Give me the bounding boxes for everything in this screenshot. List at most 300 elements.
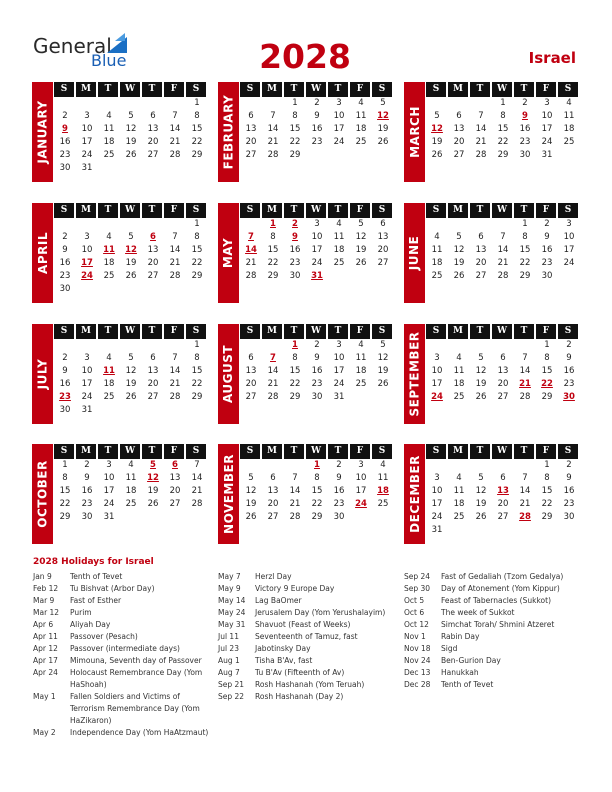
day-cell <box>164 511 186 524</box>
weekday-label: S <box>372 82 392 97</box>
day-cell: 31 <box>541 150 553 160</box>
month-september <box>404 324 576 424</box>
month-october <box>32 444 204 544</box>
day-cell <box>426 97 448 110</box>
holiday-day-cell: 9 <box>292 232 298 242</box>
day-cell <box>262 339 284 352</box>
day-cell: 3 <box>84 353 90 363</box>
day-cell: 23 <box>563 379 575 389</box>
holiday-date: Jul 23 <box>218 644 239 653</box>
day-cell: 19 <box>125 379 137 389</box>
day-cell: 2 <box>566 340 572 350</box>
week-row <box>240 110 394 123</box>
day-cell <box>54 218 76 231</box>
day-cell: 27 <box>147 392 159 402</box>
country-name: Israel <box>528 49 576 67</box>
day-cell: 16 <box>541 245 553 255</box>
month-april <box>32 203 204 303</box>
day-cell: 9 <box>544 232 550 242</box>
month-name: MAY <box>221 237 236 269</box>
weekday-label: F <box>164 324 184 339</box>
day-cell: 25 <box>355 137 367 147</box>
day-cell: 28 <box>497 271 509 281</box>
day-cell <box>514 459 536 472</box>
day-cell: 28 <box>191 499 203 509</box>
day-cell: 2 <box>336 460 342 470</box>
day-cell: 4 <box>434 232 440 242</box>
week-row <box>54 339 208 352</box>
weekday-header <box>240 203 394 218</box>
holiday-name: Feast of Tabernacles (Sukkot) <box>441 596 551 605</box>
day-cell: 20 <box>497 379 509 389</box>
day-cell: 3 <box>544 98 550 108</box>
day-cell <box>372 149 394 162</box>
weekday-label: T <box>284 324 304 339</box>
holiday-date: May 31 <box>218 620 246 629</box>
weekday-label: T <box>142 324 162 339</box>
week-row <box>426 524 580 537</box>
day-cell: 8 <box>292 111 298 121</box>
weekday-label: S <box>372 203 392 218</box>
day-cell <box>350 149 372 162</box>
holiday-name: The week of Sukkot <box>441 608 515 617</box>
weekday-label: W <box>306 324 326 339</box>
holiday-name: Herzl Day <box>255 572 292 581</box>
holiday-day-cell: 11 <box>103 366 115 376</box>
holiday-name: Tisha B'Av, fast <box>255 656 313 665</box>
day-cell <box>492 524 514 537</box>
holiday-day-cell: 30 <box>563 392 575 402</box>
day-cell: 5 <box>248 473 254 483</box>
day-cell: 3 <box>434 353 440 363</box>
holiday-name: Rosh Hashanah (Day 2) <box>255 692 344 701</box>
day-cell: 23 <box>311 379 323 389</box>
day-cell <box>164 404 186 417</box>
holiday-name: Jabotinsky Day <box>255 644 311 653</box>
day-cell: 31 <box>81 405 93 415</box>
day-cell: 26 <box>125 271 137 281</box>
month-name: APRIL <box>35 232 50 274</box>
day-cell: 7 <box>172 232 178 242</box>
day-cell <box>448 459 470 472</box>
weekday-label: T <box>470 203 490 218</box>
day-cell: 21 <box>245 258 257 268</box>
day-cell: 13 <box>147 366 159 376</box>
day-cell <box>262 459 284 472</box>
holiday-day-cell: 11 <box>103 245 115 255</box>
holiday-name: Jerusalem Day (Yom Yerushalayim) <box>255 608 386 617</box>
day-cell: 1 <box>194 219 200 229</box>
day-cell: 15 <box>59 486 71 496</box>
day-cell: 15 <box>541 486 553 496</box>
day-cell <box>350 270 372 283</box>
holiday-column <box>218 571 398 703</box>
holiday-day-cell: 23 <box>59 392 71 402</box>
day-cell: 7 <box>172 353 178 363</box>
month-name: JULY <box>35 358 50 390</box>
logo-general-text: General <box>33 34 112 58</box>
week-row <box>240 485 394 498</box>
day-cell <box>372 391 394 404</box>
weekday-label: F <box>536 444 556 459</box>
day-cell: 12 <box>125 366 137 376</box>
weekday-label: M <box>76 203 96 218</box>
holiday-date: Nov 1 <box>404 632 426 641</box>
holiday-item <box>33 655 213 667</box>
weekday-label: T <box>142 203 162 218</box>
holiday-name: Simchat Torah/ Shmini Atzeret <box>441 620 555 629</box>
day-cell: 25 <box>103 392 115 402</box>
weekday-label: W <box>492 203 512 218</box>
day-cell: 24 <box>81 392 93 402</box>
holiday-date: Apr 6 <box>33 620 54 629</box>
day-cell: 12 <box>475 366 487 376</box>
holiday-item <box>33 583 213 595</box>
day-cell: 10 <box>333 111 345 121</box>
day-cell: 26 <box>125 150 137 160</box>
week-row <box>426 339 580 352</box>
week-row <box>240 511 394 524</box>
weekday-label: M <box>448 82 468 97</box>
day-cell: 28 <box>267 150 279 160</box>
holiday-day-cell: 18 <box>377 486 389 496</box>
day-cell <box>76 97 98 110</box>
month-grid <box>426 444 580 537</box>
day-cell: 5 <box>380 340 386 350</box>
day-cell: 21 <box>169 379 181 389</box>
day-cell: 4 <box>106 353 112 363</box>
day-cell: 4 <box>106 232 112 242</box>
day-cell <box>54 97 76 110</box>
day-cell: 1 <box>62 460 68 470</box>
weekday-label: S <box>426 444 446 459</box>
day-cell: 2 <box>62 353 68 363</box>
weekday-label: T <box>514 82 534 97</box>
holiday-day-cell: 28 <box>519 512 531 522</box>
day-cell: 29 <box>519 271 531 281</box>
week-row <box>54 283 208 296</box>
day-cell: 26 <box>475 512 487 522</box>
week-row <box>426 498 580 511</box>
weekday-header <box>54 444 208 459</box>
weekday-label: T <box>328 444 348 459</box>
month-name: NOVEMBER <box>221 454 236 534</box>
weekday-label: F <box>536 82 556 97</box>
weekday-label: S <box>558 444 578 459</box>
day-cell: 6 <box>500 353 506 363</box>
holiday-item <box>404 679 582 691</box>
day-cell: 10 <box>563 232 575 242</box>
week-row <box>426 365 580 378</box>
day-cell: 22 <box>311 499 323 509</box>
day-cell: 20 <box>245 379 257 389</box>
weekday-header <box>240 444 394 459</box>
day-cell: 2 <box>84 460 90 470</box>
month-grid <box>54 444 208 524</box>
weekday-label: T <box>98 203 118 218</box>
month-grid <box>54 82 208 175</box>
day-cell: 20 <box>147 137 159 147</box>
holiday-item <box>33 607 213 619</box>
week-row <box>426 472 580 485</box>
day-cell: 21 <box>169 258 181 268</box>
day-cell <box>120 218 142 231</box>
day-cell <box>514 524 536 537</box>
weekday-label: W <box>492 444 512 459</box>
day-cell: 25 <box>377 499 389 509</box>
day-cell <box>284 459 306 472</box>
day-cell: 18 <box>103 258 115 268</box>
day-cell: 26 <box>355 258 367 268</box>
day-cell: 30 <box>59 405 71 415</box>
day-cell: 31 <box>431 525 443 535</box>
day-cell: 25 <box>125 499 137 509</box>
day-cell: 16 <box>311 366 323 376</box>
weekday-label: M <box>448 444 468 459</box>
month-label <box>32 324 53 424</box>
week-row <box>54 511 208 524</box>
day-cell <box>328 270 350 283</box>
holiday-name: Purim <box>70 608 92 617</box>
weekday-label: W <box>492 324 512 339</box>
weekday-label: F <box>350 82 370 97</box>
holiday-day-cell: 24 <box>355 499 367 509</box>
day-cell: 10 <box>333 353 345 363</box>
holiday-day-cell: 31 <box>311 271 323 281</box>
week-row <box>54 498 208 511</box>
day-cell: 17 <box>81 137 93 147</box>
day-cell <box>558 270 580 283</box>
month-name: FEBRUARY <box>221 94 236 170</box>
day-cell: 6 <box>500 473 506 483</box>
holiday-item <box>33 631 213 643</box>
day-cell: 27 <box>169 499 181 509</box>
day-cell: 4 <box>358 340 364 350</box>
day-cell: 26 <box>475 392 487 402</box>
day-cell <box>120 97 142 110</box>
day-cell: 14 <box>267 366 279 376</box>
day-cell: 22 <box>59 499 71 509</box>
day-cell: 1 <box>194 98 200 108</box>
day-cell: 17 <box>103 486 115 496</box>
weekday-label: W <box>120 203 140 218</box>
day-cell: 17 <box>333 124 345 134</box>
day-cell <box>492 459 514 472</box>
holiday-item <box>404 607 582 619</box>
day-cell: 25 <box>103 150 115 160</box>
day-cell: 24 <box>333 137 345 147</box>
month-label <box>218 82 239 182</box>
day-cell: 27 <box>147 150 159 160</box>
day-cell: 11 <box>125 473 137 483</box>
day-cell: 24 <box>541 137 553 147</box>
day-cell: 3 <box>336 340 342 350</box>
day-cell: 14 <box>169 245 181 255</box>
day-cell: 10 <box>81 245 93 255</box>
week-row <box>240 391 394 404</box>
day-cell: 15 <box>191 366 203 376</box>
day-cell: 28 <box>289 512 301 522</box>
holiday-item <box>33 595 213 607</box>
day-cell <box>240 97 262 110</box>
month-name: JUNE <box>407 235 422 271</box>
day-cell: 22 <box>267 258 279 268</box>
month-name: AUGUST <box>221 344 236 404</box>
day-cell: 8 <box>292 353 298 363</box>
day-cell: 17 <box>311 245 323 255</box>
day-cell: 24 <box>311 258 323 268</box>
holiday-date: Jan 9 <box>33 572 52 581</box>
day-cell <box>372 511 394 524</box>
day-cell <box>142 404 164 417</box>
day-cell: 16 <box>519 124 531 134</box>
month-grid <box>240 82 394 162</box>
holiday-day-cell: 12 <box>125 245 137 255</box>
day-cell: 10 <box>103 473 115 483</box>
day-cell: 14 <box>191 473 203 483</box>
holiday-item <box>218 667 398 679</box>
month-january <box>32 82 204 182</box>
day-cell: 4 <box>566 98 572 108</box>
weekday-label: S <box>240 203 260 218</box>
day-cell: 23 <box>333 499 345 509</box>
day-cell: 9 <box>336 473 342 483</box>
day-cell: 6 <box>150 353 156 363</box>
day-cell: 17 <box>355 486 367 496</box>
month-grid <box>426 82 580 162</box>
holiday-name: Independence Day (Yom HaAtzmaut) <box>70 728 209 737</box>
month-grid <box>426 324 580 404</box>
weekday-label: S <box>426 203 446 218</box>
day-cell <box>426 459 448 472</box>
holiday-name: Seventeenth of Tamuz, fast <box>255 632 358 641</box>
day-cell: 4 <box>456 473 462 483</box>
weekday-label: M <box>262 324 282 339</box>
day-cell: 2 <box>314 340 320 350</box>
day-cell: 2 <box>566 460 572 470</box>
day-cell <box>164 218 186 231</box>
day-cell: 21 <box>519 499 531 509</box>
holidays-title: 2028 Holidays for Israel <box>33 557 154 567</box>
day-cell: 25 <box>453 512 465 522</box>
day-cell: 21 <box>191 486 203 496</box>
day-cell <box>98 404 120 417</box>
holiday-day-cell: 14 <box>245 245 257 255</box>
day-cell: 13 <box>453 124 465 134</box>
day-cell: 30 <box>563 512 575 522</box>
day-cell <box>98 339 120 352</box>
day-cell: 1 <box>292 98 298 108</box>
day-cell: 22 <box>541 499 553 509</box>
day-cell: 8 <box>194 232 200 242</box>
day-cell <box>98 283 120 296</box>
weekday-label: T <box>514 203 534 218</box>
month-grid <box>426 203 580 283</box>
day-cell <box>164 339 186 352</box>
day-cell: 3 <box>84 111 90 121</box>
weekday-label: M <box>262 203 282 218</box>
day-cell: 28 <box>519 392 531 402</box>
holiday-date: May 2 <box>33 728 56 737</box>
day-cell: 19 <box>475 379 487 389</box>
day-cell: 16 <box>59 379 71 389</box>
week-row <box>426 97 580 110</box>
holiday-day-cell: 1 <box>314 460 320 470</box>
day-cell: 22 <box>191 137 203 147</box>
holiday-item <box>404 655 582 667</box>
holiday-day-cell: 1 <box>270 219 276 229</box>
month-label <box>218 324 239 424</box>
logo-triangle-highlight-icon <box>115 33 125 41</box>
holiday-name: Passover (Pesach) <box>70 632 138 641</box>
day-cell: 8 <box>544 473 550 483</box>
day-cell: 20 <box>453 137 465 147</box>
holiday-date: Mar 9 <box>33 596 55 605</box>
holiday-name: Victory 9 Europe Day <box>255 584 335 593</box>
holiday-name: Passover (intermediate days) <box>70 644 180 653</box>
month-august <box>218 324 390 424</box>
day-cell: 19 <box>377 124 389 134</box>
day-cell: 19 <box>453 258 465 268</box>
holiday-item <box>33 691 213 727</box>
day-cell: 14 <box>519 486 531 496</box>
day-cell <box>350 511 372 524</box>
day-cell: 10 <box>355 473 367 483</box>
holiday-date: Apr 17 <box>33 656 58 665</box>
week-row <box>426 459 580 472</box>
day-cell: 6 <box>150 111 156 121</box>
week-row <box>54 231 208 244</box>
day-cell: 6 <box>248 111 254 121</box>
day-cell: 11 <box>355 353 367 363</box>
holiday-item <box>218 595 398 607</box>
day-cell: 28 <box>267 392 279 402</box>
weekday-label: W <box>492 82 512 97</box>
day-cell <box>142 283 164 296</box>
day-cell: 14 <box>169 124 181 134</box>
day-cell <box>240 218 262 231</box>
day-cell: 22 <box>519 258 531 268</box>
day-cell: 11 <box>453 486 465 496</box>
day-cell: 5 <box>128 232 134 242</box>
week-row <box>54 123 208 136</box>
weekday-header <box>240 324 394 339</box>
day-cell: 5 <box>380 98 386 108</box>
day-cell: 4 <box>358 98 364 108</box>
week-row <box>240 270 394 283</box>
holiday-date: Apr 11 <box>33 632 58 641</box>
holiday-day-cell: 12 <box>147 473 159 483</box>
day-cell: 24 <box>81 150 93 160</box>
day-cell: 23 <box>59 150 71 160</box>
day-cell: 12 <box>245 486 257 496</box>
day-cell: 8 <box>270 232 276 242</box>
day-cell <box>448 97 470 110</box>
day-cell: 1 <box>500 98 506 108</box>
day-cell: 15 <box>289 366 301 376</box>
day-cell <box>98 218 120 231</box>
day-cell: 30 <box>519 150 531 160</box>
day-cell: 18 <box>355 124 367 134</box>
day-cell: 19 <box>355 245 367 255</box>
day-cell: 30 <box>59 284 71 294</box>
holiday-day-cell: 24 <box>81 271 93 281</box>
day-cell: 22 <box>289 379 301 389</box>
day-cell <box>186 404 208 417</box>
holiday-name: Hanukkah <box>441 668 479 677</box>
day-cell: 16 <box>81 486 93 496</box>
weekday-label: T <box>284 82 304 97</box>
